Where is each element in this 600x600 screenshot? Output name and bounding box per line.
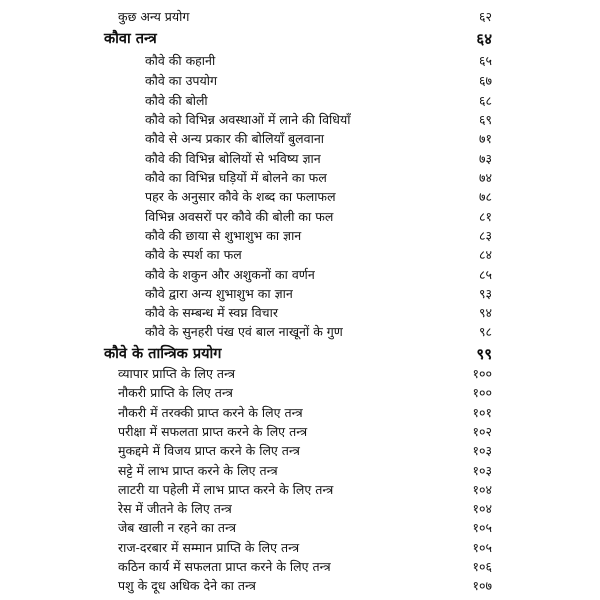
toc-entry [0,285,600,303]
toc-entry [0,130,600,148]
toc-entry-page: ६५ [478,53,492,68]
toc-entry-title: पशु के दूध अधिक देने का तन्त्र [118,578,256,593]
toc-entry-title: कुछ अन्य प्रयोग [118,9,190,24]
toc-entry [0,150,600,168]
toc-entry [0,72,600,90]
toc-entry-title: कौवे की कहानी [145,53,216,68]
toc-entry [0,500,600,518]
toc-entry-page: १०४ [472,501,492,516]
toc-entry-title: सट्टे में लाभ प्राप्त करने के लिए तन्त्र [118,463,278,478]
toc-entry-page: ७३ [478,151,492,166]
toc-entry-title: पहर के अनुसार कौवे के शब्द का फलाफल [145,189,336,204]
toc-entry-title: कौवे से अन्य प्रकार की बोलियाँ बुलवाना [145,131,325,146]
toc-entry [0,365,600,383]
toc-entry-title: विभिन्न अवसरों पर कौवे की बोली का फल [145,209,334,224]
toc-entry-page: ८५ [478,267,492,282]
toc-entry-title: लाटरी या पहेली में लाभ प्राप्त करने के लिए तन्त्र [118,482,334,497]
toc-entry [0,423,600,441]
toc-entry-title: कठिन कार्य में सफलता प्राप्त करने के लिए तन्त्र [118,559,331,574]
toc-entry-page: १०३ [472,443,492,458]
section-page: ६४ [476,30,492,48]
toc-entry-title: कौवे के शकुन और अशुकनों का वर्णन [145,267,315,282]
toc-entry-page: ८३ [478,228,492,243]
toc-entry [0,169,600,187]
toc-entry [0,227,600,245]
toc-entry [0,323,600,341]
toc-entry-page: ९८ [478,324,492,339]
toc-entry-title: कौवे के सम्बन्ध में स्वप्न विचार [145,305,278,320]
toc-entry-page: १०५ [472,540,492,555]
toc-entry-title: कौवे का उपयोग [145,73,218,88]
toc-entry [0,577,600,595]
toc-entry [0,266,600,284]
toc-entry-title: कौवे के स्पर्श का फल [145,247,242,262]
toc-entry-title: रेस में जीतने के लिए तन्त्र [118,501,232,516]
toc-entry-page: १०६ [472,559,492,574]
toc-entry-page: ८१ [478,209,492,224]
toc-entry-page: १०० [472,366,492,381]
toc-entry-title: कौवे की विभिन्न बोलियों से भविष्य ज्ञान [145,151,321,166]
toc-entry [0,52,600,70]
section-page: ९९ [476,345,492,363]
toc-entry-title: जेब खाली न रहने का तन्त्र [118,520,237,535]
toc-entry-title: कौवे को विभिन्न अवस्थाओं में लाने की विधियाँ [145,112,351,127]
section-title: कौवे के तान्त्रिक प्रयोग [104,345,222,362]
toc-entry [0,246,600,264]
toc-entry-title: कौवे की छाया से शुभाशुभ का ज्ञान [145,228,302,243]
toc-entry-page: १०५ [472,520,492,535]
toc-entry-page: ६७ [478,73,492,88]
toc-entry [0,481,600,499]
toc-entry-title: राज-दरबार में सम्मान प्राप्ति के लिए तन्त्र [118,540,300,555]
toc-entry [0,8,600,26]
toc-entry [0,384,600,402]
toc-entry [0,558,600,576]
section-title: कौवा तन्त्र [104,30,157,47]
toc-entry-page: १०१ [472,405,492,420]
toc-entry [0,462,600,480]
toc-entry [0,92,600,110]
section-heading [0,343,600,365]
toc-entry-page: १०३ [472,463,492,478]
toc-entry [0,519,600,537]
toc-entry-title: मुकद्दमे में विजय प्राप्त करने के लिए तन्त्र [118,443,300,458]
toc-entry [0,404,600,422]
toc-entry-title: कौवे द्वारा अन्य शुभाशुभ का ज्ञान [145,286,293,301]
toc-entry-page: ६२ [478,9,492,24]
toc-entry [0,111,600,129]
toc-entry-page: ७८ [478,189,492,204]
toc-entry [0,442,600,460]
toc-entry [0,539,600,557]
toc-entry-page: १०२ [472,424,492,439]
toc-entry-title: कौवे का विभिन्न घड़ियों में बोलने का फल [145,170,327,185]
toc-entry-page: ७४ [478,170,492,185]
toc-entry-page: ६९ [478,112,492,127]
toc-entry-title: नौकरी में तरक्की प्राप्त करने के लिए तन्त्र [118,405,303,420]
section-heading [0,28,600,50]
toc-entry-page: ९४ [478,305,492,320]
toc-entry-page: ७१ [478,131,492,146]
toc-entry-page: १०४ [472,482,492,497]
toc-entry-title: परीक्षा में सफलता प्राप्त करने के लिए तन्त्र [118,424,308,439]
toc-entry-page: ८४ [478,247,492,262]
toc-entry-title: कौवे की बोली [145,93,208,108]
toc-entry-page: ९३ [478,286,492,301]
toc-entry [0,304,600,322]
toc-entry-title: नौकरी प्राप्ति के लिए तन्त्र [118,385,233,400]
toc-entry-title: व्यापार प्राप्ति के लिए तन्त्र [118,366,235,381]
toc-entry [0,208,600,226]
toc-entry-page: १०७ [472,578,492,593]
toc-entry [0,188,600,206]
toc-entry-page: ६८ [478,93,492,108]
toc-entry-title: कौवे के सुनहरी पंख एवं बाल नाखूनों के गुण [145,324,343,339]
toc-entry-page: १०० [472,385,492,400]
